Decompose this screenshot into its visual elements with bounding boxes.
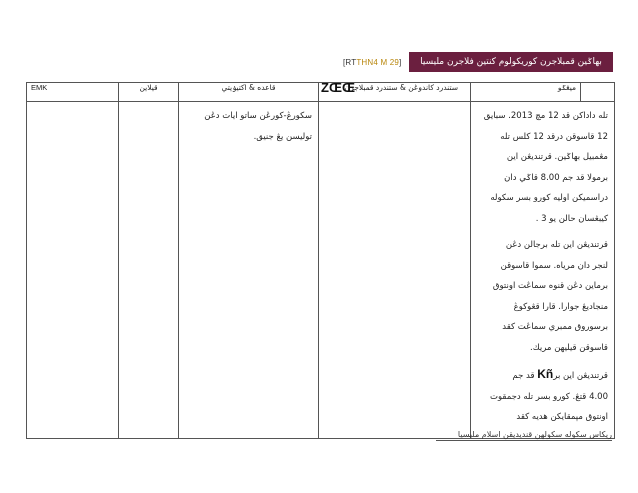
header-skills: قيلاين [119,83,179,102]
header-week: ميڠݢو [471,83,581,102]
standards-line-mark: Kñ [537,367,554,381]
standards-line: برسوروق ممبري سماڠت كقد [502,322,608,332]
cell-emk [27,102,119,439]
lesson-table [26,82,615,439]
standards-text [477,106,608,428]
lesson-code: [RTTHN4 M 29] [343,58,402,67]
standards-line-end: قد جم [512,371,535,381]
standards-line: 12 قاسوقن درقد 12 كلس تله [500,131,608,142]
standards-line: اونتوق مپمقايكن هديه كقد [516,412,608,422]
header-spacer [581,83,615,102]
table-row [27,102,615,439]
standards-line: 4.00 قتڠ. كورو بسر تله دجمقوت [490,391,608,402]
table-header-row [27,83,615,102]
header-standards-label: ستندرد كاندوڠن & ستندرد قمبلاجرن [344,83,458,92]
header-standards [319,83,471,102]
standards-line: برماين دڠن قنوه سماڠت اونتوق [492,281,608,291]
header-standards-mark: ZŒŒ [321,82,355,95]
page-footer: ريكاس سكوله سكولهن قنديديقن اسلام مليسيا [436,430,612,441]
standards-line: قاسوقن قيليهن مريك. [530,342,608,353]
standards-line-start: قرتنديڠن اين بر [553,371,608,381]
document-banner: بهاݢين قمبلاجرن كوريكولوم كنتين فلاجرن مليسيا [409,52,613,72]
standards-line: برمولا قد جم 8.00 قاݢي دان [504,172,608,183]
pedagogy-text [185,106,312,147]
standards-line: مڠمبيل بهاݢين. قرتنديڠن اين [506,152,608,162]
standards-line: دراسميكن اوليه كورو بسر سكوله [490,193,608,203]
cell-pedagogy [179,102,319,439]
cell-standards [471,102,615,439]
standards-line: قرتنديڠن اين تله برجالن دڠن [505,240,608,250]
standards-line [477,364,608,387]
standards-line: تله داداكن قد 12 مچ 2013. سبايق [483,111,608,121]
cell-empty [319,102,471,439]
standards-line: منجاديڠ جوارا. قارا قڠوكوڠ [513,301,608,312]
pedagogy-line: سكورڠ-كورڠن ساتو ايات دڠن [204,111,312,121]
standards-line: كيبڠسان حالن يو 3 . [535,213,608,224]
pedagogy-line: توليسن يڠ جنيق. [253,131,312,142]
header-pedagogy: قاعده & اكتيۏيتي [179,83,319,102]
header-emk: EMK [27,83,119,102]
cell-skills [119,102,179,439]
standards-line: لنجر دان مرياه. سموا قاسوقن [500,260,608,271]
